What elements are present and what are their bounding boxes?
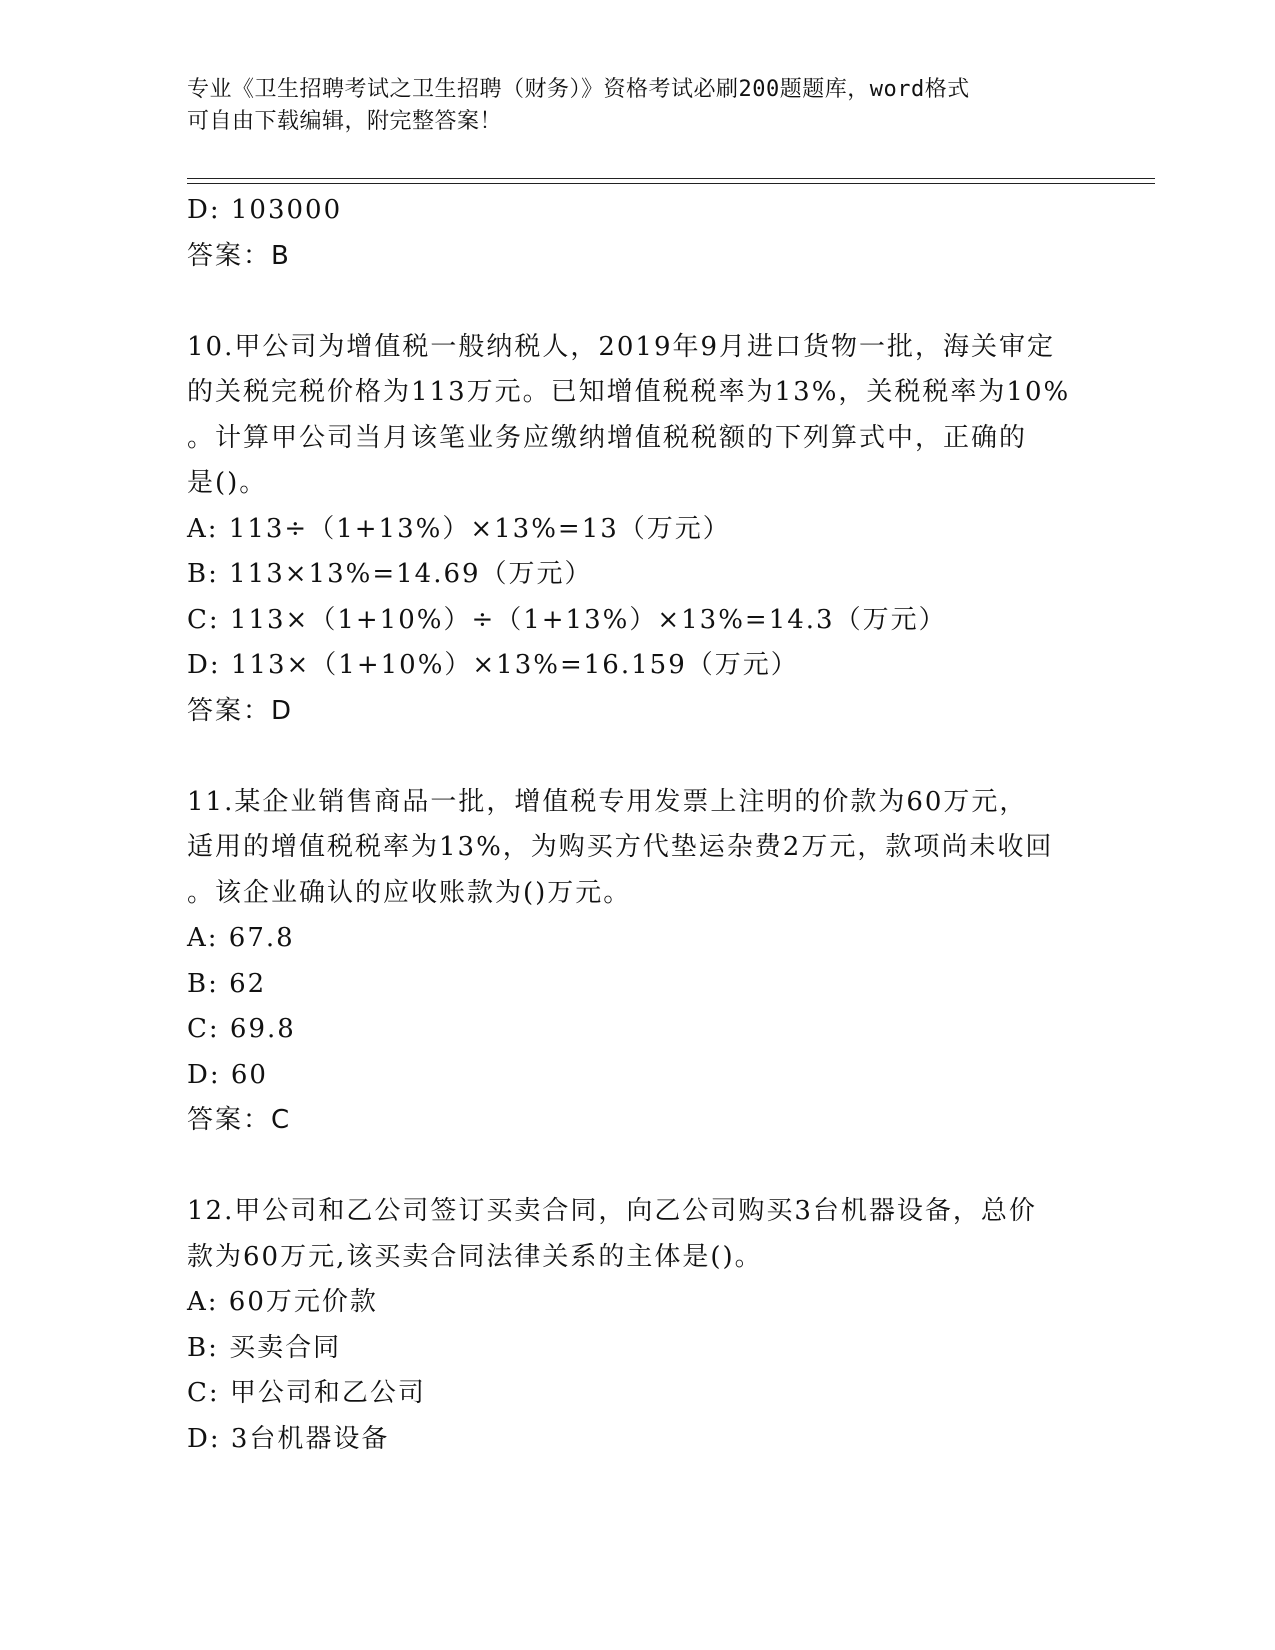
header-title-line-1: 专业《卫生招聘考试之卫生招聘（财务）》资格考试必刷200题题库，word格式 (187, 77, 970, 102)
option-c: C: 甲公司和乙公司 (187, 1378, 426, 1408)
page-header (187, 74, 1087, 138)
question-text-line: 的关税完税价格为113万元。已知增值税税率为13%，关税税率为10% (187, 377, 1071, 407)
header-divider-bottom (187, 183, 1155, 184)
question-11 (187, 780, 1087, 1144)
question-text-line: 适用的增值税税率为13%，为购买方代垫运杂费2万元，款项尚未收回 (187, 832, 1054, 862)
question-text-line: 11.某企业销售商品一批，增值税专用发票上注明的价款为60万元， (187, 786, 1028, 817)
header-title-line-2: 可自由下载编辑，附完整答案！ (187, 109, 503, 134)
question-text-line: 10.甲公司为增值税一般纳税人，2019年9月进口货物一批，海关审定 (187, 331, 1056, 362)
option-b: B: 113×13%=14.69（万元） (187, 559, 593, 589)
spacer (187, 1144, 1087, 1190)
option-d: D: 60 (187, 1059, 268, 1090)
question-9-tail (187, 188, 1087, 279)
option-d: D: 103000 (187, 195, 343, 225)
question-text-line: 12.甲公司和乙公司签订买卖合同，向乙公司购买3台机器设备，总价 (187, 1196, 1037, 1226)
spacer (187, 279, 1087, 325)
question-text-line: 。计算甲公司当月该笔业务应缴纳增值税税额的下列算式中，正确的 (187, 422, 1028, 453)
option-a: A: 113÷（1+13%）×13%=13（万元） (187, 513, 731, 544)
answer-line: 答案：B (187, 240, 291, 271)
option-b: B: 买卖合同 (187, 1332, 342, 1363)
option-d: D: 113×（1+10%）×13%=16.159（万元） (187, 650, 799, 680)
question-text-line: 。该企业确认的应收账款为()万元。 (187, 877, 632, 908)
question-text-line: 是()。 (187, 468, 268, 498)
question-10 (187, 325, 1087, 735)
question-list (187, 188, 1087, 1462)
answer-line: 答案：C (187, 1105, 292, 1135)
option-c: C: 69.8 (187, 1014, 296, 1044)
option-c: C: 113×（1+10%）÷（1+13%）×13%=14.3（万元） (187, 604, 947, 635)
question-text-line: 款为60万元,该买卖合同法律关系的主体是()。 (187, 1241, 763, 1272)
option-d: D: 3台机器设备 (187, 1423, 390, 1454)
answer-line: 答案：D (187, 695, 294, 726)
option-b: B: 62 (187, 968, 267, 999)
option-a: A: 67.8 (187, 923, 295, 953)
question-12 (187, 1189, 1087, 1462)
header-divider-top (187, 178, 1155, 179)
spacer (187, 734, 1087, 780)
option-a: A: 60万元价款 (187, 1287, 378, 1317)
